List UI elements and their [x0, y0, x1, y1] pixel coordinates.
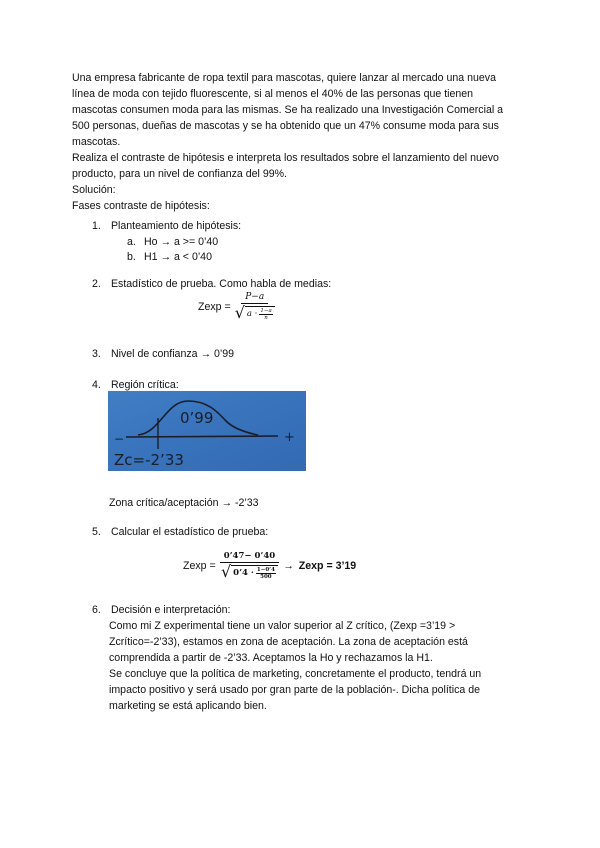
hypothesis-a [127, 234, 218, 250]
zc-label: Zc=-2’33 [114, 451, 184, 469]
sqrt-icon: √ [220, 562, 232, 581]
formula-result: Zexp = 3’19 [298, 559, 357, 572]
axis-line [126, 436, 278, 437]
inner-numerator: 1−a [260, 307, 272, 314]
arrow-icon: → [283, 559, 294, 572]
step-6 [92, 602, 231, 618]
inner-fraction [259, 308, 272, 321]
text-line: mascotas consumen moda para las mismas. Se ha realizado una Investigación Comercial a [72, 104, 504, 116]
step-number: 5. [92, 526, 101, 538]
decision-text [109, 618, 534, 714]
text-line: línea de moda con tejido fluorescente, si al menos el 40% de las personas que tienen [72, 88, 474, 100]
formula-lhs: Zexp = [198, 300, 231, 313]
plus-sign: + [284, 430, 295, 445]
curve-label: 0’99 [180, 409, 214, 427]
text-line: Zcrítico=-2’33), estamos en zona de aceptación. La zona de aceptación está [109, 636, 468, 648]
minus-sign: − [114, 432, 125, 446]
step-1 [92, 218, 241, 234]
step-number: 3. [92, 348, 101, 360]
sub-number: a. [127, 236, 136, 248]
text-line: Realiza el contraste de hipótesis e interpreta los resultados sobre el lanzamiento del nuevo [72, 152, 499, 164]
test-statistic-formula [198, 292, 275, 321]
step-number: 1. [92, 220, 101, 232]
text-line: comprendida a partir de -2’33. Aceptamos la Ho y rechazamos la H1. [109, 652, 433, 664]
text-line: impacto positivo y será usado por gran parte de la población-. Dicha política de [109, 684, 480, 696]
step-title: Decisión e interpretación: [110, 604, 231, 616]
critical-region-photo [108, 391, 306, 471]
hypothesis-text: Ho → a >= 0’40 [143, 236, 219, 248]
step-title: Nivel de confianza → 0’99 [110, 348, 235, 360]
step-3 [92, 346, 234, 362]
step-number: 6. [92, 604, 101, 616]
formula-fraction [220, 551, 280, 580]
inner-denominator: n [264, 314, 268, 321]
text-line: producto, para un nivel de confianza del 99%. [72, 168, 287, 180]
radicand [231, 565, 278, 580]
step-2 [92, 276, 331, 292]
text-line: Una empresa fabricante de ropa textil para mascotas, quiere lanzar al mercado una nueva [72, 72, 496, 84]
step-5 [92, 524, 268, 540]
formula-denominator [235, 304, 275, 321]
radicand [245, 306, 275, 321]
computed-statistic-formula [183, 551, 356, 580]
formula-lhs: Zexp = [183, 559, 216, 572]
step-title: Región crítica: [110, 379, 179, 391]
text-line: Se concluye que la política de marketing, concretamente el producto, tendrá un [109, 668, 482, 680]
formula-fraction [235, 292, 275, 321]
text-line: mascotas. [72, 136, 121, 148]
sub-number: b. [127, 251, 136, 263]
radicand-term: a · [246, 309, 258, 319]
fases-label: Fases contraste de hipótesis: [72, 200, 210, 212]
formula-denominator [221, 563, 278, 580]
formula-numerator: 0’47− 0’40 [220, 551, 280, 563]
inner-numerator: 1−0’4 [256, 566, 275, 573]
step-number: 2. [92, 278, 101, 290]
formula-numerator: P−a [241, 292, 268, 304]
step-title: Planteamiento de hipótesis: [110, 220, 242, 232]
text-line: Como mi Z experimental tiene un valor superior al Z crítico, (Zexp =3’19 > [109, 620, 456, 632]
inner-fraction [256, 567, 276, 580]
text-line: marketing se está aplicando bien. [109, 700, 267, 712]
hypothesis-text: H1 → a < 0’40 [143, 251, 212, 263]
radicand-term: 0’4 · [233, 568, 254, 578]
inner-denominator: 500 [260, 573, 272, 580]
step-title: Calcular el estadístico de prueba: [110, 526, 269, 538]
step-number: 4. [92, 379, 101, 391]
solucion-label: Solución: [72, 184, 116, 196]
hypothesis-b [127, 249, 212, 265]
zona-text: Zona crítica/aceptación → -2’33 [109, 497, 259, 509]
text-line: 500 personas, dueñas de mascotas y se ha obtenido que un 47% consume moda para sus [72, 120, 499, 132]
problem-statement [72, 70, 534, 214]
step-title: Estadístico de prueba. Como habla de medias: [110, 278, 332, 290]
sqrt-icon: √ [234, 303, 245, 322]
